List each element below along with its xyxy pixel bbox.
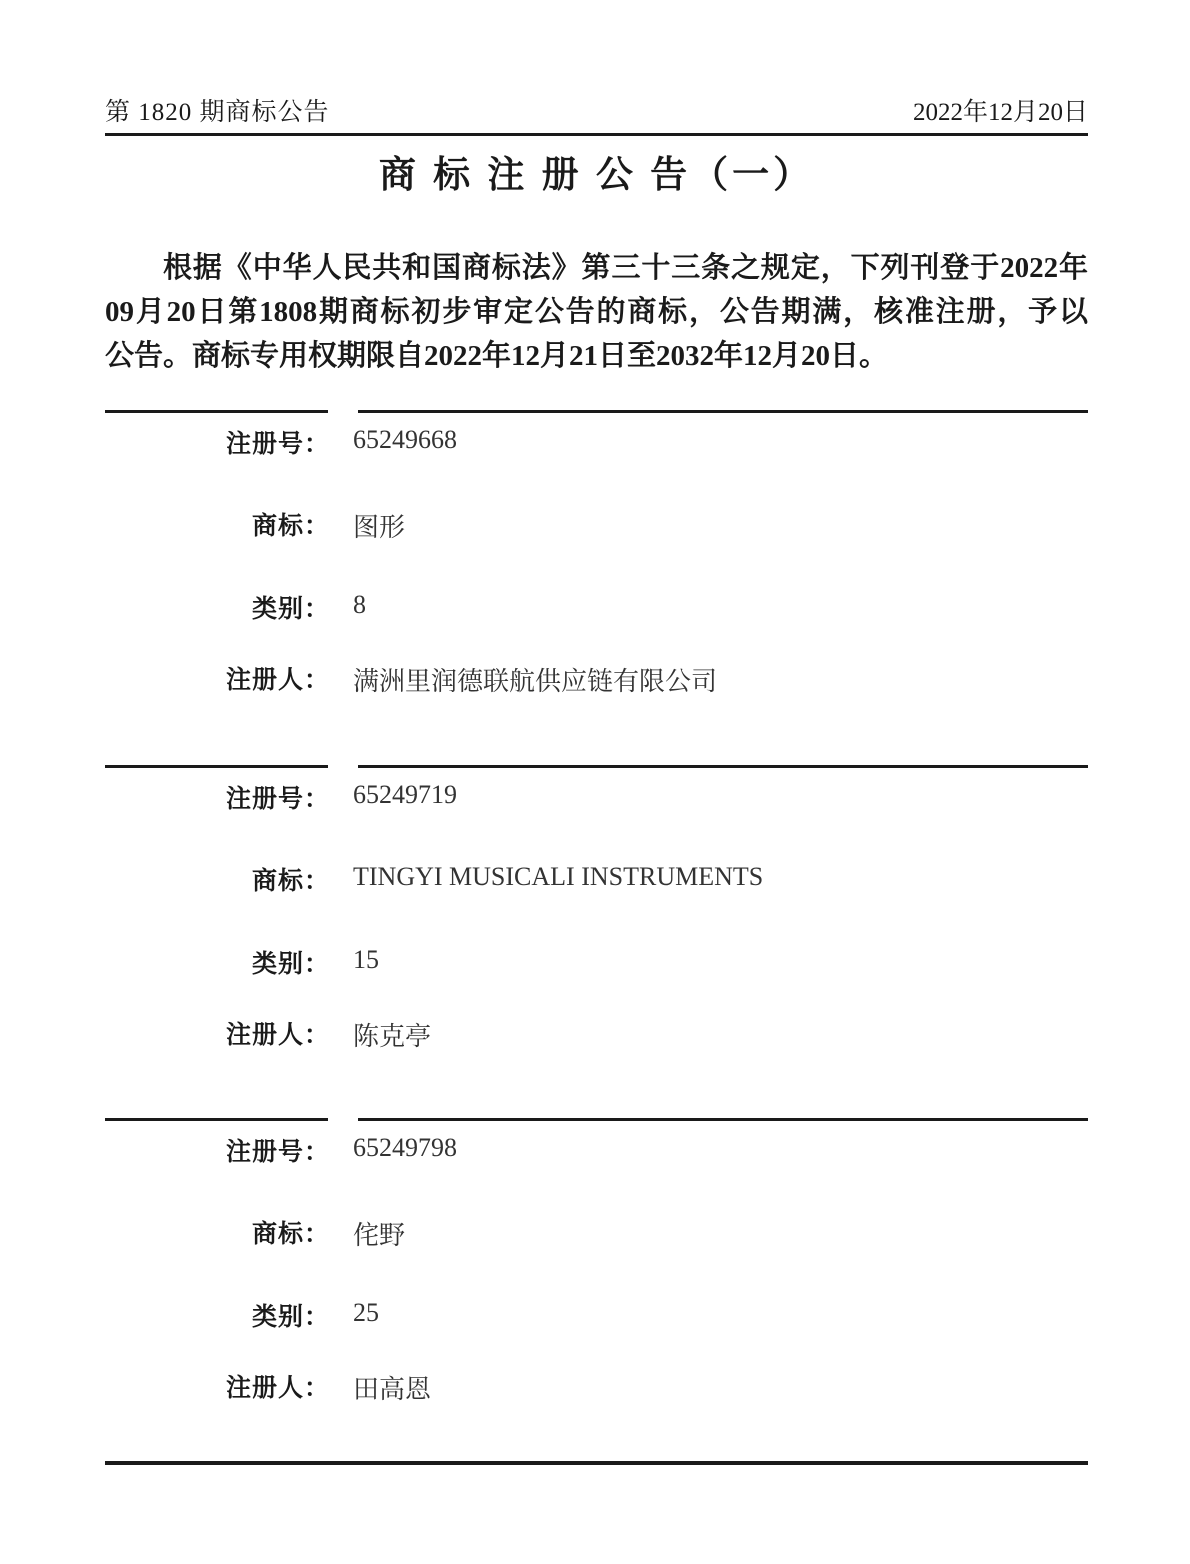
record-section-2 (105, 765, 1088, 1115)
field-value-reg-no: 65249719 (353, 780, 457, 809)
intro-line-1: 根据《中华人民共和国商标法》第三十三条之规定，下列刊登于2022年 (163, 252, 1088, 284)
field-value-category: 8 (353, 590, 366, 619)
field-value-reg-no: 65249668 (353, 425, 457, 454)
record-separator-left (105, 410, 328, 413)
field-value-registrant: 田高恩 (353, 1375, 432, 1404)
field-value-reg-no: 65249798 (353, 1133, 457, 1162)
field-label-reg-no: 注册号： (225, 430, 330, 458)
field-row-trademark (105, 861, 1088, 897)
field-label-trademark: 商标： (251, 1220, 330, 1248)
field-value-trademark: 图形 (353, 513, 406, 542)
field-label-category: 类别： (251, 1303, 330, 1331)
header-rule (105, 133, 1088, 136)
field-value-trademark: 侘野 (353, 1221, 406, 1250)
field-value-registrant: 陈克亭 (353, 1022, 432, 1051)
record-section-3 (105, 1118, 1088, 1468)
field-row-category (105, 1297, 1088, 1333)
page-title: 商 标 注 册 公 告（一） (378, 155, 815, 196)
field-row-registrant (105, 1015, 1088, 1051)
field-value-category: 25 (353, 1298, 379, 1327)
header-issue-label: 第 1820 期商标公告 (105, 99, 330, 126)
field-value-category: 15 (353, 945, 379, 974)
record-separator-right (358, 410, 1088, 413)
intro-line-2: 09月20日第1808期商标初步审定公告的商标，公告期满，核准注册，予以 (105, 296, 1088, 328)
field-row-trademark (105, 1214, 1088, 1250)
field-label-trademark: 商标： (251, 512, 330, 540)
field-value-trademark: TINGYI MUSICALI INSTRUMENTS (353, 862, 764, 891)
field-row-reg-no (105, 779, 1088, 815)
field-value-registrant: 满洲里润德联航供应链有限公司 (353, 667, 718, 696)
field-label-registrant: 注册人： (225, 666, 330, 694)
field-row-category (105, 944, 1088, 980)
field-label-trademark: 商标： (251, 867, 330, 895)
field-row-reg-no (105, 1132, 1088, 1168)
intro-line-3: 公告。商标专用权期限自2022年12月21日至2032年12月20日。 (105, 340, 889, 372)
record-separator-right (358, 765, 1088, 768)
field-label-reg-no: 注册号： (225, 1138, 330, 1166)
field-row-category (105, 589, 1088, 625)
field-label-category: 类别： (251, 950, 330, 978)
field-row-registrant (105, 660, 1088, 696)
field-row-reg-no (105, 424, 1088, 460)
record-separator-left (105, 1118, 328, 1121)
field-row-registrant (105, 1368, 1088, 1404)
field-label-registrant: 注册人： (225, 1021, 330, 1049)
intro-paragraph (105, 246, 1088, 378)
field-label-category: 类别： (251, 595, 330, 623)
field-label-reg-no: 注册号： (225, 785, 330, 813)
record-separator-left (105, 765, 328, 768)
field-row-trademark (105, 506, 1088, 542)
bottom-rule (105, 1461, 1088, 1465)
header-date: 2022年12月20日 (912, 99, 1088, 126)
record-section-1 (105, 410, 1088, 760)
field-label-registrant: 注册人： (225, 1374, 330, 1402)
record-separator-right (358, 1118, 1088, 1121)
